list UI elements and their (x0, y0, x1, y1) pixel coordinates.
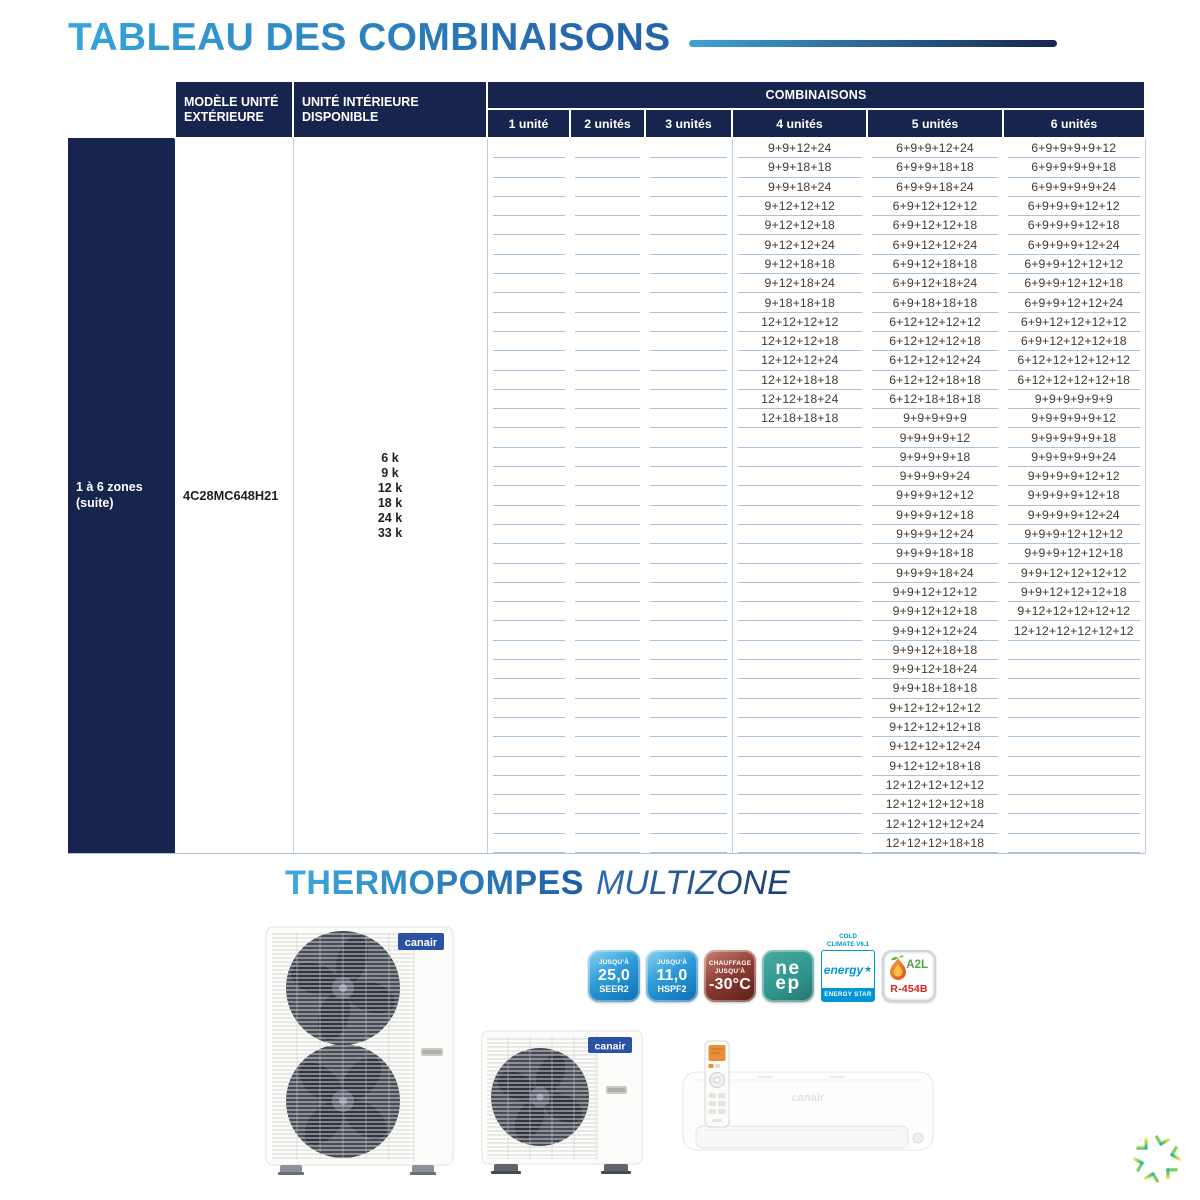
combination-cell: 6+9+12+12+24 (872, 235, 998, 254)
combination-cell (493, 814, 566, 833)
combination-cell (738, 699, 863, 718)
combination-cell (1008, 834, 1140, 853)
combination-cell: 12+12+12+18 (738, 332, 863, 351)
header-spacer (68, 81, 175, 138)
combination-cell: 9+9+18+18 (738, 158, 863, 177)
combination-cell (650, 158, 727, 177)
combination-cell (493, 525, 566, 544)
combination-cell: 9+9+12+12+12+18 (1008, 583, 1140, 602)
certification-badges (588, 926, 936, 1002)
combination-cell (493, 390, 566, 409)
combination-cell: 12+12+18+24 (738, 390, 863, 409)
seer2-badge (588, 950, 640, 1002)
combination-cell (650, 699, 727, 718)
combination-cell (493, 216, 566, 235)
combination-cell: 9+18+18+18 (738, 293, 863, 312)
combination-cell (650, 757, 727, 776)
combination-cell: 6+9+12+12+12 (872, 197, 998, 216)
combination-cell: 6+9+9+18+18 (872, 158, 998, 177)
combination-cell (493, 641, 566, 660)
combination-cell: 12+12+12+12+12 (872, 776, 998, 795)
combination-cell (1008, 718, 1140, 737)
energy-star-caption: ENERGY STAR (822, 988, 874, 1001)
combination-cell (650, 679, 727, 698)
combination-cell (650, 428, 727, 447)
combination-cell (493, 409, 566, 428)
combination-cell: 9+12+12+12+18 (872, 718, 998, 737)
combination-cell (493, 679, 566, 698)
combination-cell (650, 274, 727, 293)
combination-cell (493, 139, 566, 158)
combination-cell (738, 583, 863, 602)
combination-cell (650, 737, 727, 756)
combination-cell: 12+12+12+24 (738, 351, 863, 370)
combination-cell: 6+9+9+12+12+24 (1008, 293, 1140, 312)
combination-cell (575, 390, 640, 409)
combination-cell (575, 371, 640, 390)
combination-cell (575, 428, 640, 447)
combination-cell: 6+9+9+9+9+12 (1008, 139, 1140, 158)
combination-cell: 9+12+12+18 (738, 216, 863, 235)
combination-cell (650, 602, 727, 621)
combination-cell (738, 737, 863, 756)
combination-cell: 9+9+9+12+12+12 (1008, 525, 1140, 544)
combination-cell (650, 621, 727, 640)
combination-cell: 12+18+18+18 (738, 409, 863, 428)
combination-cell (650, 332, 727, 351)
combination-cell (1008, 641, 1140, 660)
combinations-table (68, 80, 1146, 854)
combination-cell: 6+12+12+12+12+12 (1008, 351, 1140, 370)
combination-cell: 12+12+12+12+18 (872, 795, 998, 814)
combination-cell (493, 718, 566, 737)
svg-text:canair: canair (594, 1040, 626, 1053)
combination-cell (575, 834, 640, 853)
combination-cell (575, 197, 640, 216)
combination-cell: 6+9+9+12+12+12 (1008, 255, 1140, 274)
combination-cell (1008, 776, 1140, 795)
combination-cell (493, 235, 566, 254)
combination-cell (575, 139, 640, 158)
column-header-5-units: 5 unités (867, 109, 1003, 138)
combination-cell (493, 621, 566, 640)
combination-cell (738, 641, 863, 660)
combination-cell (493, 293, 566, 312)
snowflake-logo-icon (1128, 1130, 1186, 1188)
combination-cell: 9+9+12+12+12 (872, 583, 998, 602)
column-header-combinations: COMBINAISONS (487, 81, 1145, 109)
combination-cell: 9+9+12+24 (738, 139, 863, 158)
combination-cell: 9+9+9+9+9 (872, 409, 998, 428)
hspf2-label: HSPF2 (657, 983, 687, 994)
combination-cell: 9+12+12+12 (738, 197, 863, 216)
header-row-1 (68, 81, 1145, 109)
combination-cell: 6+9+9+9+9+18 (1008, 158, 1140, 177)
combination-cell (493, 351, 566, 370)
combination-cell (575, 660, 640, 679)
combination-cell: 12+12+12+18+18 (872, 834, 998, 853)
combination-cell: 9+9+18+18+18 (872, 679, 998, 698)
combination-cell (738, 428, 863, 447)
zone-label-cell (68, 138, 175, 853)
combination-cell (493, 428, 566, 447)
combination-cell (493, 506, 566, 525)
combination-cell (738, 564, 863, 583)
combination-cell (493, 795, 566, 814)
combination-cell (738, 814, 863, 833)
combination-cell: 9+12+18+24 (738, 274, 863, 293)
combination-cell (650, 660, 727, 679)
combination-cell (738, 448, 863, 467)
combination-cell (650, 216, 727, 235)
table-row (68, 138, 1145, 158)
combination-cell: 9+9+9+9+12+24 (1008, 506, 1140, 525)
combination-cell: 9+9+9+9+12+12 (1008, 467, 1140, 486)
combination-cell: 6+9+12+18+24 (872, 274, 998, 293)
section-title-italic: MULTIZONE (595, 864, 790, 902)
combination-cell: 6+9+9+18+24 (872, 178, 998, 197)
page-title: TABLEAU DES COMBINAISONS (68, 16, 671, 59)
neep-line2: ep (775, 973, 801, 994)
combination-cell (493, 178, 566, 197)
combination-cell (575, 621, 640, 640)
combination-cell (493, 274, 566, 293)
combination-cell (493, 757, 566, 776)
combination-cell: 9+9+9+12+24 (872, 525, 998, 544)
combination-cell (650, 178, 727, 197)
indoor-unit-size: 9 k (381, 465, 399, 480)
combination-cell (1008, 737, 1140, 756)
combination-cell (575, 467, 640, 486)
combination-cell (575, 602, 640, 621)
combination-cell (738, 506, 863, 525)
combination-cell (650, 814, 727, 833)
combination-cell: 6+12+12+12+12+18 (1008, 371, 1140, 390)
combination-cell (650, 795, 727, 814)
zone-label: 1 à 6 zones (76, 480, 143, 495)
combination-cell (575, 255, 640, 274)
combination-cell: 9+12+12+18+18 (872, 757, 998, 776)
combination-cell: 9+9+9+9+24 (872, 467, 998, 486)
combination-cell (650, 293, 727, 312)
cold-climate-label: COLD CLIMATE V6.1 (826, 933, 870, 948)
combination-cell (650, 583, 727, 602)
combination-cell: 6+12+12+18+18 (872, 371, 998, 390)
combination-cell (493, 544, 566, 563)
combination-cell (575, 564, 640, 583)
combination-cell (493, 255, 566, 274)
combination-cell: 9+12+12+24 (738, 235, 863, 254)
combination-cell (575, 699, 640, 718)
combination-cell (493, 776, 566, 795)
combination-cell (650, 197, 727, 216)
combination-cell (575, 216, 640, 235)
column-header-2-units: 2 unités (570, 109, 645, 138)
outdoor-model-cell: 4C28MC648H21 (175, 138, 293, 853)
combination-cell (738, 757, 863, 776)
combination-cell: 6+12+12+12+12 (872, 313, 998, 332)
combination-cell: 9+9+12+18+18 (872, 641, 998, 660)
combination-cell: 9+9+9+12+12+18 (1008, 544, 1140, 563)
zone-sublabel: (suite) (76, 496, 114, 511)
combination-cell (738, 486, 863, 505)
combination-cell: 9+9+12+12+24 (872, 621, 998, 640)
combination-cell: 9+9+9+18+24 (872, 564, 998, 583)
combination-cell: 6+9+9+9+9+24 (1008, 178, 1140, 197)
combination-cell: 9+12+12+12+24 (872, 737, 998, 756)
remote-control-image (704, 1040, 731, 1130)
combination-cell (738, 544, 863, 563)
combination-cell (575, 486, 640, 505)
combination-cell (738, 795, 863, 814)
combination-cell (575, 641, 640, 660)
combination-cell (738, 660, 863, 679)
combination-cell: 6+9+9+9+12+12 (1008, 197, 1140, 216)
combination-cell (1008, 814, 1140, 833)
neep-line1: ne (775, 958, 801, 979)
combination-cell (650, 139, 727, 158)
seer2-prefix: JUSQU’À (598, 958, 630, 966)
title-rule (689, 40, 1057, 47)
energy-star-badge (820, 933, 876, 1002)
combination-cell (575, 737, 640, 756)
combination-cell (738, 834, 863, 853)
combination-cell: 6+9+12+18+18 (872, 255, 998, 274)
combination-cell: 6+12+18+18+18 (872, 390, 998, 409)
combination-cell (575, 718, 640, 737)
combination-cell (493, 486, 566, 505)
combination-cell (575, 525, 640, 544)
combination-cell: 9+9+12+12+18 (872, 602, 998, 621)
combination-cell: 9+9+9+9+9+12 (1008, 409, 1140, 428)
combination-cell (650, 235, 727, 254)
combination-cell: 9+9+9+9+18 (872, 448, 998, 467)
combination-cell (650, 486, 727, 505)
combination-cell (1008, 757, 1140, 776)
indoor-unit-size: 33 k (377, 525, 403, 540)
combination-cell (650, 409, 727, 428)
indoor-unit-size: 6 k (381, 450, 399, 465)
combination-cell: 9+12+12+12+12 (872, 699, 998, 718)
combination-cell: 12+12+12+12+24 (872, 814, 998, 833)
hspf2-prefix: JUSQU’À (656, 958, 688, 966)
column-header-indoor: UNITÉ INTÉRIEURE DISPONIBLE (293, 81, 487, 138)
combination-cell: 6+9+12+12+12+12 (1008, 313, 1140, 332)
combination-cell: 6+9+9+9+12+24 (1008, 235, 1140, 254)
combination-cell (493, 313, 566, 332)
star-icon: ★ (864, 964, 873, 974)
combination-cell (575, 274, 640, 293)
combination-cell: 9+9+9+12+12 (872, 486, 998, 505)
combination-cell: 6+12+12+12+24 (872, 351, 998, 370)
indoor-unit-size: 12 k (377, 480, 403, 495)
combination-cell: 6+12+12+12+18 (872, 332, 998, 351)
combination-cell (650, 448, 727, 467)
heating-badge (704, 950, 756, 1002)
combination-cell: 9+9+9+18+18 (872, 544, 998, 563)
svg-text:canair: canair (791, 1092, 825, 1104)
section-title (0, 864, 1075, 903)
combination-cell (738, 679, 863, 698)
outdoor-unit-dual-fan-image (262, 921, 457, 1177)
combination-cell (575, 679, 640, 698)
combination-cell (575, 814, 640, 833)
combination-cell (1008, 679, 1140, 698)
combination-cell: 9+12+18+18 (738, 255, 863, 274)
neep-logo (762, 950, 814, 1002)
combination-cell (575, 583, 640, 602)
combination-cell (650, 313, 727, 332)
combination-cell (493, 467, 566, 486)
combination-cell (738, 718, 863, 737)
combination-cell: 6+9+12+12+12+18 (1008, 332, 1140, 351)
combination-cell (650, 255, 727, 274)
combination-cell (575, 506, 640, 525)
hspf2-badge (646, 950, 698, 1002)
combination-cell: 9+9+9+9+12 (872, 428, 998, 447)
combination-cell (575, 448, 640, 467)
combination-cell: 12+12+12+12 (738, 313, 863, 332)
combination-cell (575, 158, 640, 177)
combination-cell: 6+9+18+18+18 (872, 293, 998, 312)
combination-cell: 9+9+18+24 (738, 178, 863, 197)
combination-cell (650, 718, 727, 737)
combination-cell (1008, 660, 1140, 679)
combination-cell: 9+9+12+18+24 (872, 660, 998, 679)
combination-cell (575, 313, 640, 332)
heating-prefix: CHAUFFAGE (708, 959, 752, 967)
combination-cell (650, 390, 727, 409)
combination-cell (493, 371, 566, 390)
combination-cell (575, 544, 640, 563)
column-header-6-units: 6 unités (1003, 109, 1145, 138)
combination-cell (575, 235, 640, 254)
svg-text:canair: canair (404, 937, 438, 949)
combination-cell: 6+9+9+12+12+18 (1008, 274, 1140, 293)
combination-cell (738, 525, 863, 544)
combination-cell (650, 834, 727, 853)
section-title-bold: THERMOPOMPES (285, 864, 584, 902)
combination-cell (650, 544, 727, 563)
combination-cell: 12+12+12+12+12+12 (1008, 621, 1140, 640)
combination-cell (493, 448, 566, 467)
combination-cell (493, 158, 566, 177)
combination-cell (493, 602, 566, 621)
combination-cell: 6+9+9+9+12+18 (1008, 216, 1140, 235)
combination-cell (738, 467, 863, 486)
combination-cell (493, 332, 566, 351)
combination-cell (738, 602, 863, 621)
combination-cell (575, 776, 640, 795)
combination-cell (575, 293, 640, 312)
seer2-value: 25,0 (598, 966, 630, 984)
combination-cell (575, 795, 640, 814)
combination-cell (650, 351, 727, 370)
combination-cell (493, 197, 566, 216)
combination-cell: 6+9+12+12+18 (872, 216, 998, 235)
combination-cell (493, 583, 566, 602)
combination-cell (575, 409, 640, 428)
combination-cell (493, 737, 566, 756)
combination-cell (650, 467, 727, 486)
hspf2-value: 11,0 (656, 966, 688, 984)
combination-cell (493, 660, 566, 679)
column-header-4-units: 4 unités (732, 109, 867, 138)
indoor-unit-size: 24 k (377, 510, 403, 525)
page-title-row (68, 16, 1145, 60)
indoor-units-cell (293, 138, 487, 853)
combination-cell (738, 621, 863, 640)
combination-cell (738, 776, 863, 795)
combination-cell (1008, 795, 1140, 814)
combination-cell (575, 757, 640, 776)
combination-cell: 9+9+9+9+9+9 (1008, 390, 1140, 409)
heating-value: -30°C (708, 975, 752, 993)
combination-cell (650, 371, 727, 390)
combination-cell: 9+12+12+12+12+12 (1008, 602, 1140, 621)
combination-cell (493, 564, 566, 583)
combination-cell (575, 351, 640, 370)
combination-cell (650, 564, 727, 583)
indoor-unit-size: 18 k (377, 495, 403, 510)
combination-cell: 9+9+9+12+18 (872, 506, 998, 525)
combination-cell: 12+12+18+18 (738, 371, 863, 390)
combination-cell: 9+9+9+9+12+18 (1008, 486, 1140, 505)
combination-cell: 9+9+9+9+9+18 (1008, 428, 1140, 447)
combination-cell (493, 834, 566, 853)
combination-cell: 9+9+9+9+9+24 (1008, 448, 1140, 467)
heating-prefix2: JUSQU’À (714, 967, 746, 975)
outdoor-unit-single-fan-image (478, 1026, 650, 1178)
seer2-label: SEER2 (599, 983, 629, 994)
combination-cell (575, 178, 640, 197)
combination-cell (650, 776, 727, 795)
combination-cell (575, 332, 640, 351)
combination-cell: 6+9+9+12+24 (872, 139, 998, 158)
a2l-refrigerant-badge (882, 950, 936, 1002)
combination-cell (650, 525, 727, 544)
combination-cell: 9+9+12+12+12+12 (1008, 564, 1140, 583)
column-header-model: MODÈLE UNITÉ EXTÉRIEURE (175, 81, 293, 138)
column-header-1-unit: 1 unité (487, 109, 570, 138)
a2l-refrigerant-label: R-454B (890, 983, 928, 995)
combination-cell (1008, 699, 1140, 718)
column-header-3-units: 3 unités (645, 109, 732, 138)
combination-cell (650, 506, 727, 525)
combination-cell (650, 641, 727, 660)
combination-cell (493, 699, 566, 718)
a2l-class-label: A2L (906, 959, 928, 971)
energy-star-logo: energy ★ ENERGY STAR (821, 950, 875, 1002)
